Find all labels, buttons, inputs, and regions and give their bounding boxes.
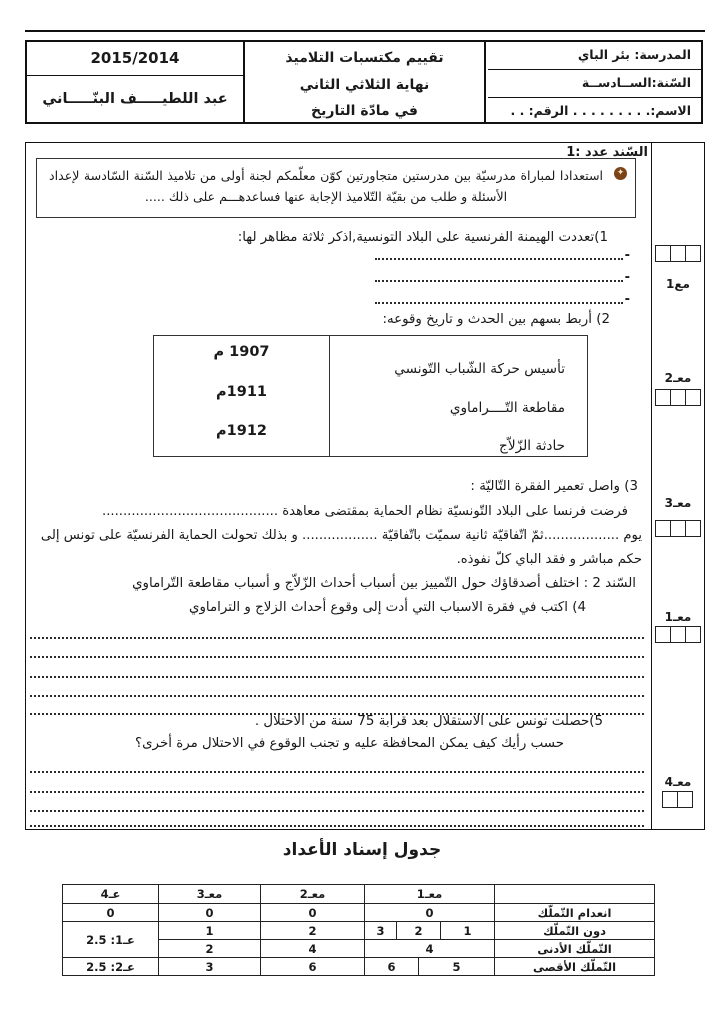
cell-me3: 2 — [159, 940, 261, 958]
exam-title-line2: نهاية الثلاثي الثاني — [299, 76, 430, 93]
score-cell — [685, 389, 701, 406]
question-3-paragraph — [28, 500, 642, 572]
school-field: المدرسة: بئر الباي — [577, 47, 691, 62]
question-5-line2: حسب رأيك كيف يمكن المحافظة عليه و تجنب الوقوع في الاحتلال مرة أخرى؟ — [134, 736, 564, 751]
match-date-1912: 1912م — [216, 423, 267, 439]
answer-line — [375, 292, 630, 307]
match-event-tram-boycott: مقاطعة التّــــراماوي — [449, 400, 565, 416]
score-cell — [677, 791, 693, 808]
score-cell — [670, 520, 686, 537]
score-cell — [655, 626, 671, 643]
support2-title: السّند 2 : اختلف أصدقاؤك حول التّمييز بين أسباب أحداث الزّلاّج و أسباب مقاطعة التّراماوي — [132, 576, 636, 591]
criterion-label-2: معـ2 — [664, 371, 692, 385]
exam-title-line1: تقييم مكتسبات التلاميذ — [285, 50, 444, 66]
cell-a4: 0 — [63, 904, 159, 922]
score-box-criterion-1 — [653, 245, 703, 262]
cell-me3: 0 — [159, 904, 261, 922]
grading-table — [62, 884, 655, 976]
list-dash: - — [624, 270, 630, 285]
match-event-jellaz-incident: حادثة الزّلاّج — [499, 438, 565, 454]
student-name-field: الاسم:. . . . . . . . . الرقم: . . — [510, 103, 691, 118]
score-box-criterion-5 — [653, 791, 703, 808]
school-year: 2015/2014 — [27, 42, 243, 76]
score-cell — [655, 389, 671, 406]
criterion-label-3: معـ3 — [664, 496, 692, 510]
answer-line — [30, 771, 644, 773]
answer-line — [30, 637, 644, 639]
cell-a4: عـ2: 2.5 — [63, 958, 159, 976]
dotted-blank — [375, 302, 623, 304]
criterion-label-4: معـ1 — [664, 610, 692, 624]
score-cell — [685, 626, 701, 643]
answer-line — [375, 270, 630, 285]
answer-line — [30, 825, 644, 827]
row-label: التّملّك الأقصى — [495, 958, 655, 976]
score-box-criterion-3 — [653, 520, 703, 537]
top-rule — [25, 30, 705, 32]
margin-divider — [651, 143, 652, 829]
col-header-me3: معـ3 — [159, 885, 261, 904]
score-cell — [655, 520, 671, 537]
table-row — [63, 904, 655, 922]
col-header-a4: عـ4 — [63, 885, 159, 904]
score-cell — [670, 245, 686, 262]
cell-me1-sub3: 3 — [365, 922, 397, 940]
header-table — [25, 40, 703, 124]
exam-title-line3: في مادّة التاريخ — [311, 103, 418, 119]
intro-box — [36, 158, 636, 218]
cell-me1: 4 — [365, 940, 495, 958]
question-4: 4) اكتب في فقرة الاسباب التي أدت إلى وقوع أحداث الزلاج و التراماوي — [188, 600, 586, 615]
grading-corner-cell — [495, 885, 655, 904]
paragraph-line: فرضت فرنسا على البلاد التّونسيّة نظام الحماية بمقتضى معاهدة .......................................... — [102, 504, 628, 519]
row-label: انعدام التّملّك — [495, 904, 655, 922]
table-row — [63, 958, 655, 976]
intro-text: استعدادا لمباراة مدرسيّة بين مدرستين متجاورتين كوّن معلّمكم لجنة أولى من تلاميذ السّنة السّادسة لإعداد الأسئلة و طلب من بقيّة التّلاميذ الإجابة عنها فساعدهـــم على ذلك ..... — [49, 168, 603, 204]
cell-me1: 0 — [365, 904, 495, 922]
score-box-criterion-4 — [653, 626, 703, 643]
answer-line — [375, 248, 630, 263]
question-3: 3) واصل تعمير الفقرة التّاليّة : — [470, 479, 638, 494]
cell-me2: 2 — [261, 922, 365, 940]
cell-me2: 6 — [261, 958, 365, 976]
match-date-1911: 1911م — [216, 384, 267, 400]
match-date-1907: 1907 م — [213, 344, 270, 360]
answer-line — [30, 810, 644, 812]
col-header-me1: معـ1 — [365, 885, 495, 904]
dotted-blank — [375, 280, 623, 282]
question-2: 2) أربط بسهم بين الحدث و تاريخ وقوعه: — [382, 312, 610, 327]
cell-me1-sub1: 5 — [419, 958, 495, 976]
cell-me1-sub1: 1 — [441, 922, 495, 940]
support1-title: السّند عدد :1 — [566, 145, 648, 160]
dotted-blank — [375, 258, 623, 260]
answer-line — [30, 656, 644, 658]
score-cell — [655, 245, 671, 262]
cell-me3: 3 — [159, 958, 261, 976]
header-right-column — [488, 42, 701, 122]
score-cell — [670, 389, 686, 406]
score-cell — [685, 520, 701, 537]
cell-me2: 0 — [261, 904, 365, 922]
list-dash: - — [624, 292, 630, 307]
grading-table-title: جدول إسناد الأعداد — [282, 840, 442, 860]
list-dash: - — [624, 248, 630, 263]
paragraph-line: حكم مباشر و فقد الباي كلّ نفوذه. — [456, 552, 642, 567]
teacher-name: عبد اللطيـــــف البنّـــــاني — [42, 90, 228, 107]
answer-line — [30, 695, 644, 697]
score-cell — [662, 791, 678, 808]
question-1: 1)تعددت الهيمنة الفرنسية على البلاد التونسية,اذكر ثلاثة مظاهر لها: — [237, 230, 608, 245]
cell-a4-merged: عـ1: 2.5 — [63, 922, 159, 958]
criterion-label-1: مع1 — [666, 277, 690, 291]
header-middle-column — [243, 42, 486, 122]
header-left-column — [27, 42, 243, 122]
cell-me1-sub2: 6 — [365, 958, 419, 976]
matching-table — [153, 335, 588, 457]
criterion-label-5: معـ4 — [664, 775, 692, 789]
answer-line — [30, 791, 644, 793]
grade-field: السّنة:الســادســة — [581, 75, 691, 90]
cell-me1-sub2: 2 — [397, 922, 441, 940]
table-row — [63, 922, 655, 940]
answer-line — [30, 676, 644, 678]
cell-me2: 4 — [261, 940, 365, 958]
flower-bullet-icon: ✦ — [614, 167, 627, 180]
grading-header-row — [63, 885, 655, 904]
match-event-youth-movement: تأسيس حركة الشّباب التّونسي — [394, 361, 565, 377]
score-cell — [670, 626, 686, 643]
paragraph-line: يوم ..................ثمّ اتّفاقيّة ثانية سميّت باتّفاقيّة .................. و بذلك تحولت الحماية الفرنسيّة على تونس إلى — [40, 528, 642, 543]
col-header-me2: معـ2 — [261, 885, 365, 904]
score-cell — [685, 245, 701, 262]
score-box-criterion-2 — [653, 389, 703, 406]
row-label: دون التّملّك — [495, 922, 655, 940]
cell-me3: 1 — [159, 922, 261, 940]
question-5-line1: 5)حصلت تونس على الاستقلال بعد قرابة 75 سنة من الاحتلال . — [254, 714, 603, 729]
row-label: التّملّك الأدنى — [495, 940, 655, 958]
